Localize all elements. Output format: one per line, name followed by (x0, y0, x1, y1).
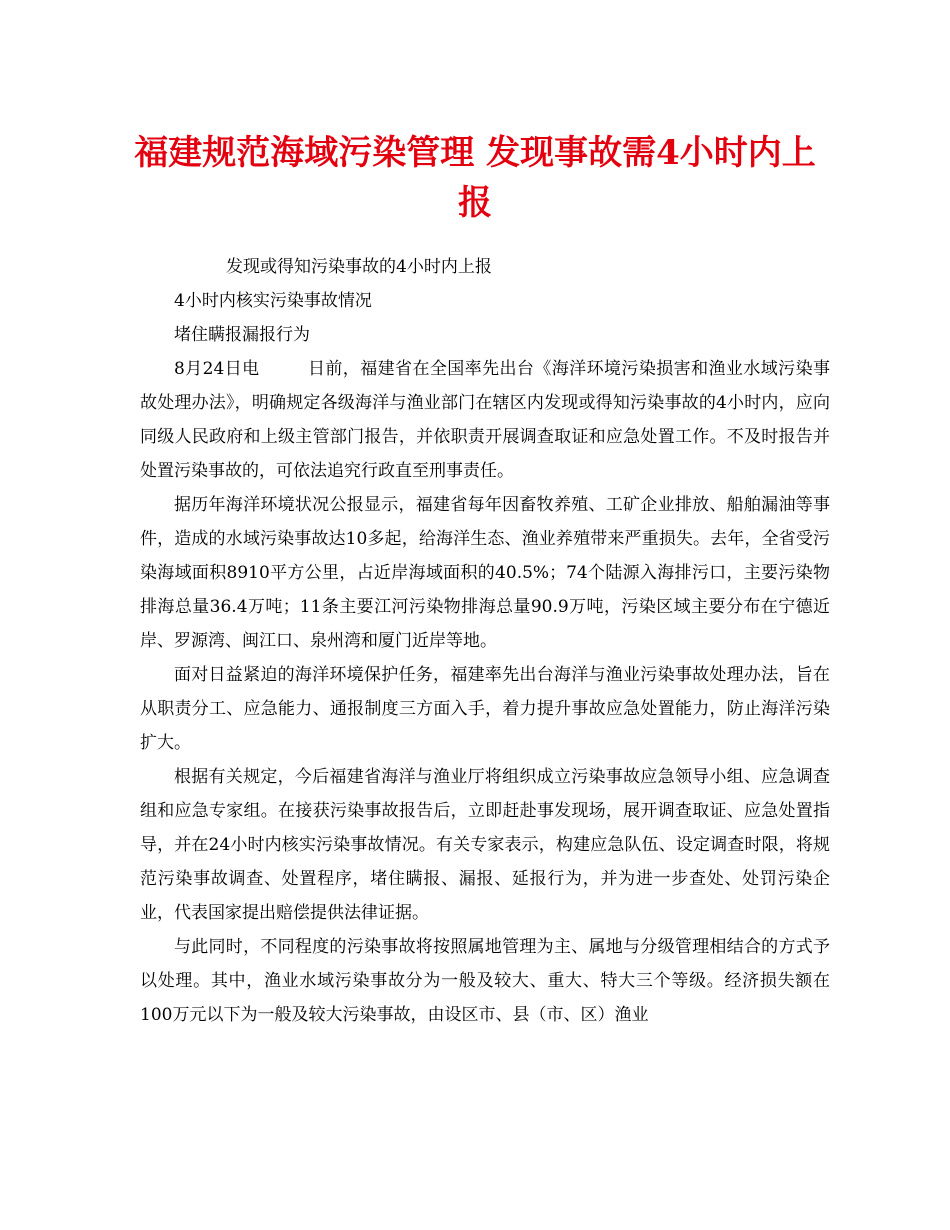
dateline: 8月24日电 (174, 359, 260, 379)
paragraph-1 (140, 352, 830, 488)
paragraph-5: 与此同时，不同程度的污染事故将按照属地管理为主、属地与分级管理相结合的方式予以处理。其中，渔业水域污染事故分为一般及较大、重大、特大三个等级。经济损失额在100万元以下为一般及较大污染事故，由设区市、县（市、区）渔业 (140, 937, 830, 1025)
article-body (140, 250, 830, 1032)
document-title: 福建规范海域污染管理 发现事故需4小时内上报 (134, 133, 816, 223)
lead-line-3: 堵住瞒报漏报行为 (174, 325, 310, 345)
paragraph-4: 根据有关规定，今后福建省海洋与渔业厅将组织成立污染事故应急领导小组、应急调查组和应急专家组。在接获污染事故报告后，立即赶赴事发现场，展开调查取证、应急处置指导，并在24小时内核实污染事故情况。有关专家表示，构建应急队伍、设定调查时限，将规范污染事故调查、处置程序，堵住瞒报、漏报、延报行为，并为进一步查处、处罚污染企业，代表国家提出赔偿提供法律证据。 (140, 767, 830, 923)
paragraph-3: 面对日益紧迫的海洋环境保护任务，福建率先出台海洋与渔业污染事故处理办法，旨在从职责分工、应急能力、通报制度三方面入手，着力提升事故应急处置能力，防止海洋污染扩大。 (140, 665, 830, 753)
paragraph-1-text: 日前，福建省在全国率先出台《海洋环境污染损害和渔业水域污染事故处理办法》，明确规定各级海洋与渔业部门在辖区内发现或得知污染事故的4小时内，应向同级人民政府和上级主管部门报告，并依职责开展调查取证和应急处置工作。不及时报告并处置污染事故的，可依法追究行政直至刑事责任。 (140, 359, 830, 481)
lead-line-1: 发现或得知污染事故的4小时内上报 (226, 257, 492, 277)
lead-line-2: 4小时内核实污染事故情况 (174, 291, 372, 311)
paragraph-2: 据历年海洋环境状况公报显示，福建省每年因畜牧养殖、工矿企业排放、船舶漏油等事件，造成的水域污染事故达10多起，给海洋生态、渔业养殖带来严重损失。去年，全省受污染海域面积8910平方公里，占近岸海域面积的40.5%；74个陆源入海排污口，主要污染物排海总量36.4万吨；11条主要江河污染物排海总量90.9万吨，污染区域主要分布在宁德近岸、罗源湾、闽江口、泉州湾和厦门近岸等地。 (140, 495, 830, 651)
